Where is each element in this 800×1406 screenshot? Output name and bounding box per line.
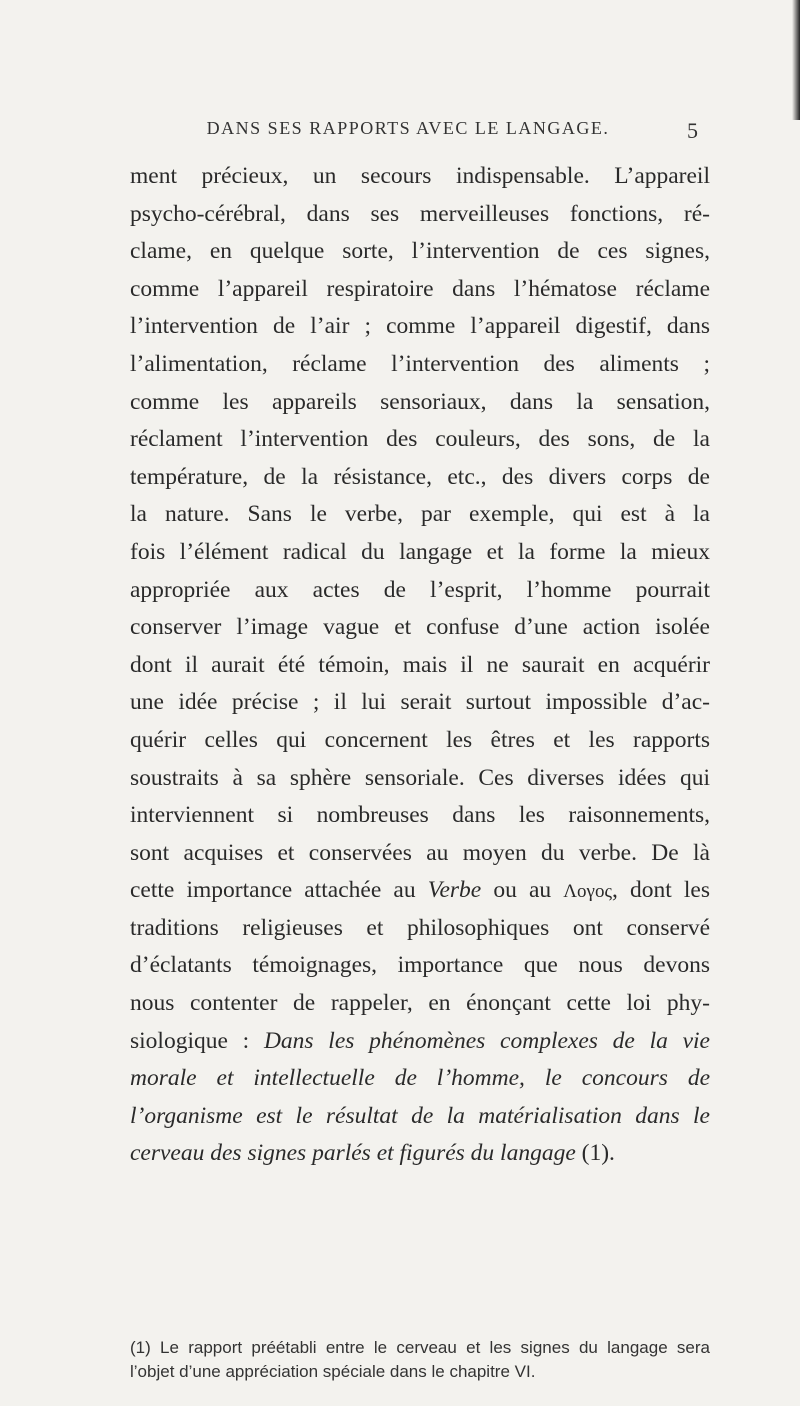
law-statement-start: Dans les phénomènes complexes de la vie (263, 1027, 710, 1054)
text-line-10: la nature. Sans le verbe, par exemple, qui est à la (130, 501, 710, 528)
text-line-5: l’intervention de l’air ; comme l’appareil digestif, dans (130, 313, 710, 340)
running-title: DANS SES RAPPORTS AVEC LE LANGAGE. (206, 118, 610, 138)
page-edge-shadow (792, 0, 800, 120)
verbe-italic: Verbe (427, 877, 482, 904)
body-text (130, 158, 710, 1173)
text-line-27 (130, 1135, 710, 1173)
text-line-23: nous contenter de rappeler, en énonçant cette loi phy- (130, 990, 710, 1017)
running-head (138, 118, 698, 148)
text-line-15: une idée précise ; il lui serait surtout impossible d’ac- (130, 689, 710, 716)
text-line-16: quérir celles qui concernent les êtres et les rapports (130, 726, 710, 753)
text-line-18: interviennent si nombreuses dans les raisonnements, (130, 802, 710, 829)
law-statement-end: cerveau des signes parlés et figurés du langage (130, 1140, 576, 1167)
footnote-line-2: l’objet d’une appréciation spéciale dans le chapitre VI. (130, 1362, 536, 1381)
text-line-13: conserver l’image vague et confuse d’une action isolée (130, 614, 710, 641)
footnote-reference: (1). (575, 1140, 615, 1167)
text-line-26: l’organisme est le résultat de la matérialisation dans le (130, 1102, 710, 1129)
text-line-2: psycho-cérébral, dans ses merveilleuses fonctions, ré- (130, 200, 710, 227)
text-line-6: l’alimentation, réclame l’intervention des aliments ; (130, 350, 710, 377)
footnote (130, 1336, 710, 1384)
text-line-24 (130, 1023, 710, 1061)
line20-part-c: , dont les (611, 877, 710, 904)
text-line-11: fois l’élément radical du langage et la forme la mieux (130, 538, 710, 565)
logos-greek: Λογος (563, 881, 612, 903)
text-line-25: morale et intellectuelle de l’homme, le concours de (130, 1065, 710, 1092)
line24-part-a: siologique : (130, 1027, 264, 1054)
line20-part-b: ou au (481, 877, 564, 904)
line20-part-a: cette importance attachée au (130, 877, 428, 904)
text-line-9: température, de la résistance, etc., des divers corps de (130, 463, 710, 490)
text-line-22: d’éclatants témoignages, importance que nous devons (130, 952, 710, 979)
footnote-line-1: (1) Le rapport préétabli entre le cerveau et les signes du langage sera (130, 1338, 710, 1357)
text-line-17: soustraits à sa sphère sensoriale. Ces diverses idées qui (130, 764, 710, 791)
text-line-19: sont acquises et conservées au moyen du verbe. De là (130, 839, 710, 866)
text-line-12: appropriée aux actes de l’esprit, l’homme pourrait (130, 576, 710, 603)
text-line-3: clame, en quelque sorte, l’intervention de ces signes, (130, 238, 710, 265)
text-line-1: ment précieux, un secours indispensable. L’appareil (130, 163, 710, 189)
page-number: 5 (687, 118, 698, 143)
text-line-7: comme les appareils sensoriaux, dans la sensation, (130, 388, 710, 415)
text-line-4: comme l’appareil respiratoire dans l’hématose réclame (130, 275, 710, 302)
text-line-14: dont il aurait été témoin, mais il ne saurait en acquérir (130, 651, 710, 678)
text-line-8: réclament l’intervention des couleurs, des sons, de la (130, 426, 710, 453)
text-line-20 (130, 872, 710, 910)
text-line-21: traditions religieuses et philosophiques ont conservé (130, 914, 710, 941)
